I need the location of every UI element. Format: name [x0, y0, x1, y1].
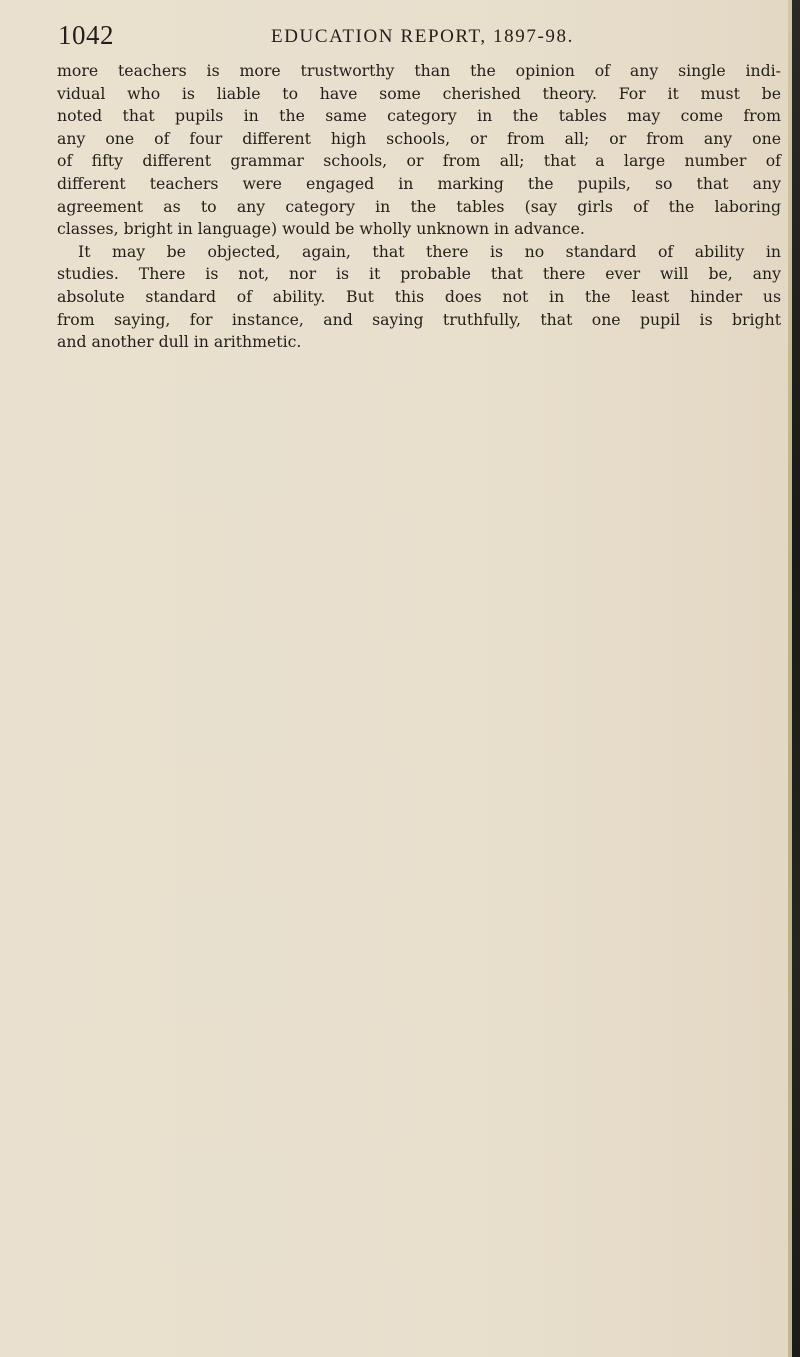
text-line: noted that pupils in the same category in the tables may come from — [57, 106, 781, 126]
text-line: from saying, for instance, and saying truthfully, that one pupil is bright — [57, 309, 781, 329]
text-line: of fifty different grammar schools, or from all; that a large number of — [57, 151, 781, 171]
text-line: classes, bright in language) would be wholly unknown in advance. — [57, 219, 585, 239]
text-line: studies. There is not, nor is it probable that there ever will be, any — [57, 264, 781, 284]
text-line: and another dull in arithmetic. — [57, 332, 302, 352]
running-head-title: EDUCATION REPORT, 1897-98. — [271, 26, 574, 47]
text-line: agreement as to any category in the tables (say girls of the laboring — [57, 196, 781, 216]
text-line: vidual who is liable to have some cherished theory. For it must be — [57, 83, 781, 103]
body-text — [57, 60, 781, 354]
running-head — [58, 20, 778, 52]
text-line: different teachers were engaged in marking the pupils, so that any — [57, 173, 781, 193]
page-binding-edge — [788, 0, 800, 1357]
page-number: 1042 — [58, 20, 114, 50]
text-line: absolute standard of ability. But this does not in the least hinder us — [57, 286, 781, 306]
text-line: more teachers is more trustworthy than the opinion of any single indi- — [57, 61, 781, 80]
text-line: any one of four different high schools, or from all; or from any one — [57, 128, 781, 148]
paragraph-start-line: It may be objected, again, that there is no standard of ability in — [78, 241, 781, 261]
